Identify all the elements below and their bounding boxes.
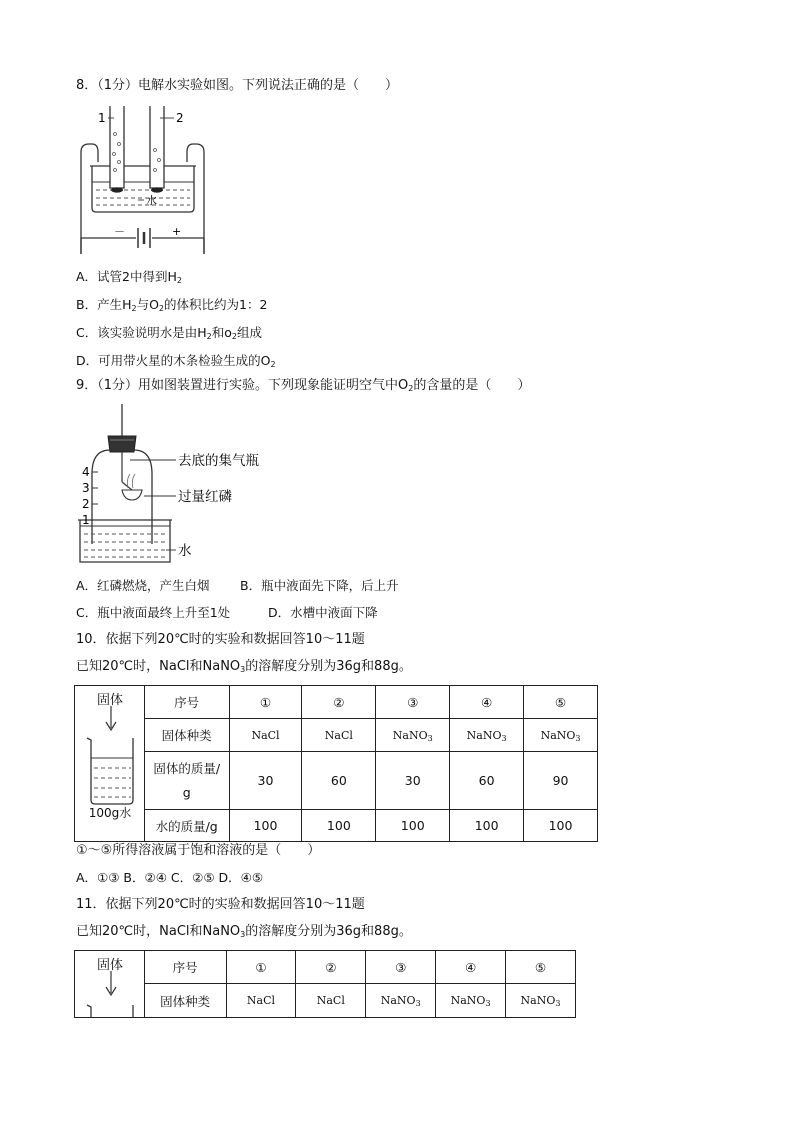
q8-stem: 8．（1分）电解水实验如图。下列说法正确的是（ ） [76,78,399,93]
header-kind: 固体种类 [144,984,226,1018]
mark-3: 3 [82,481,90,495]
header-water: 水的质量/g [144,810,229,842]
q9-option-d: D．水槽中液面下降 [268,605,378,620]
q10-options: A．①③ B．②④ C．②⑤ D．④⑤ [76,870,264,885]
index-cell: ① [229,686,302,719]
electrolysis-figure [78,104,208,256]
kind-cell: NaNO$_3$ [376,719,450,752]
kind-cell: NaNO$_3$ [506,984,576,1018]
index-cell: ② [296,951,366,984]
index-cell: ② [302,686,376,719]
q8-option-a: A．试管2中得到$H_2$ [76,269,182,285]
solid-label: 固体 [96,958,123,973]
water-amount-label: 100g水 [88,806,132,820]
index-cell: ④ [436,951,506,984]
solid-label: 固体 [96,693,123,708]
q10-figure-cell [75,686,145,842]
water-cell: 100 [376,810,450,842]
mark-4: 4 [82,465,90,479]
header-kind: 固体种类 [144,719,229,752]
q9-stem: 9．（1分）用如图装置进行实验。下列现象能证明空气中$O_2$的含量的是（ ） [76,378,531,393]
water-label: 水 [146,194,157,207]
bottle-label: 去底的集气瓶 [178,453,259,469]
mass-cell: 30 [376,752,450,810]
negative-label: － [114,225,125,238]
q8-option-b: B．产生$H_2$与$O_2$的体积比约为1：2 [76,297,268,313]
kind-cell: NaCl [296,984,366,1018]
mark-2: 2 [82,497,90,511]
q10-question: ①～⑤所得溶液属于饱和溶液的是（ ） [76,843,321,858]
mass-cell: 90 [524,752,598,810]
kind-cell: NaNO$_3$ [524,719,598,752]
q11-table [74,950,576,1018]
q10-known: 已知20℃时，NaCl和NaNO$_3$的溶解度分别为36g和88g。 [76,659,412,674]
header-mass: 固体的质量/ g [144,752,229,810]
index-cell: ⑤ [524,686,598,719]
mass-cell: 60 [302,752,376,810]
water-cell: 100 [524,810,598,842]
kind-cell: NaCl [226,984,296,1018]
mark-1: 1 [82,513,90,527]
q11-figure-cell [75,951,145,1018]
index-cell: ① [226,951,296,984]
q9-option-a: A．红磷燃烧，产生白烟 [76,578,210,593]
beaker-icon [83,706,139,818]
positive-label: + [172,225,182,238]
kind-cell: NaCl [229,719,302,752]
q10-stem: 10．依据下列20℃时的实验和数据回答10～11题 [76,632,365,647]
kind-cell: NaCl [302,719,376,752]
q8-option-d: D．可用带火星的木条检验生成的$O_2$ [76,353,276,369]
kind-cell: NaNO$_3$ [436,984,506,1018]
water-cell: 100 [302,810,376,842]
phosphorus-label: 过量红磷 [178,489,232,505]
tube2-label: 2 [176,111,184,125]
q9-option-c: C．瓶中液面最终上升至1处 [76,605,231,620]
header-index: 序号 [144,951,226,984]
q11-known: 已知20℃时，NaCl和NaNO$_3$的溶解度分别为36g和88g。 [76,924,412,939]
tube1-label: 1 [98,111,106,125]
mass-cell: 30 [229,752,302,810]
q11-stem: 11．依据下列20℃时的实验和数据回答10～11题 [76,897,365,912]
index-cell: ⑤ [506,951,576,984]
water-cell: 100 [229,810,302,842]
water-cell: 100 [450,810,524,842]
kind-cell: NaNO$_3$ [450,719,524,752]
q9-option-b: B．瓶中液面先下降，后上升 [240,578,399,593]
q10-table [74,685,598,842]
beaker-icon [83,971,139,1017]
q8-option-c: C．该实验说明水是由$H_2$和$o_2$组成 [76,325,262,341]
trough-water-label: 水 [178,543,192,559]
index-cell: ④ [450,686,524,719]
mass-cell: 60 [450,752,524,810]
index-cell: ③ [376,686,450,719]
oxygen-content-figure [78,404,278,566]
kind-cell: NaNO$_3$ [366,984,436,1018]
index-cell: ③ [366,951,436,984]
header-index: 序号 [144,686,229,719]
